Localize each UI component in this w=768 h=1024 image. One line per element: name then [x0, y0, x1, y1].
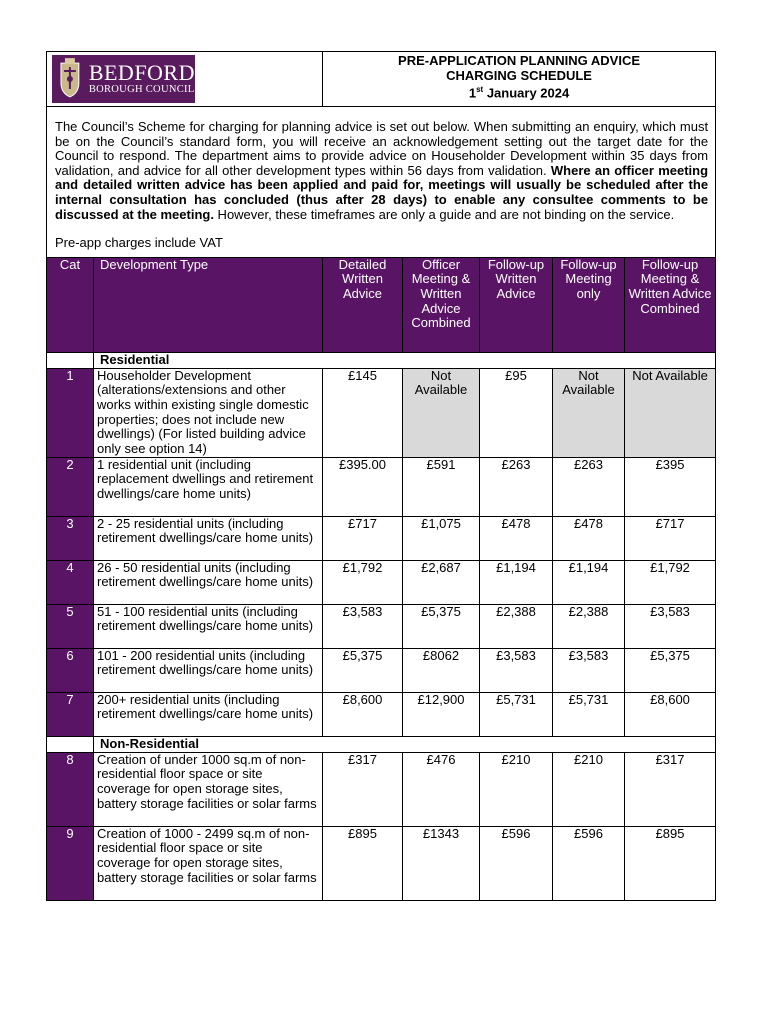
row-desc: Creation of 1000 - 2499 sq.m of non-residential floor space or site coverage for open storage sites, battery storage facilities or solar farms — [94, 826, 323, 900]
row-cat: 6 — [47, 648, 94, 692]
intro-cell — [47, 107, 716, 258]
table-row — [47, 826, 716, 900]
row-c2: £591 — [403, 457, 480, 516]
row-c5: Not Available — [625, 368, 716, 457]
row-c4: £263 — [553, 457, 625, 516]
row-c3: £1,194 — [480, 560, 553, 604]
row-c5: £717 — [625, 516, 716, 560]
table-row — [47, 560, 716, 604]
bedford-logo — [52, 55, 195, 103]
row-c4: £478 — [553, 516, 625, 560]
row-c4: £596 — [553, 826, 625, 900]
row-c2: £2,687 — [403, 560, 480, 604]
row-c5: £3,583 — [625, 604, 716, 648]
section-label-non-residential: Non-Residential — [94, 736, 716, 752]
row-desc: Householder Development (alterations/extensions and other works within existing single domestic properties; does not include new dwellings) (For listed building advice only see option 14) — [94, 368, 323, 457]
row-c5: £895 — [625, 826, 716, 900]
document — [46, 51, 715, 901]
row-c2: £8062 — [403, 648, 480, 692]
col-header-followup-combined: Follow-up Meeting & Written Advice Combined — [625, 257, 716, 352]
row-cat: 5 — [47, 604, 94, 648]
table-row — [47, 368, 716, 457]
row-desc: 26 - 50 residential units (including retirement dwellings/care home units) — [94, 560, 323, 604]
section-row-residential — [47, 352, 716, 368]
col-header-officer-meeting: Officer Meeting & Written Advice Combined — [403, 257, 480, 352]
row-c1: £145 — [323, 368, 403, 457]
col-header-followup-meeting: Follow-up Meeting only — [553, 257, 625, 352]
row-cat: 8 — [47, 752, 94, 826]
row-c1: £1,792 — [323, 560, 403, 604]
section-label-residential: Residential — [94, 352, 716, 368]
row-c4: £1,194 — [553, 560, 625, 604]
row-desc: 200+ residential units (including retirement dwellings/care home units) — [94, 692, 323, 736]
table-row — [47, 604, 716, 648]
row-c2: £5,375 — [403, 604, 480, 648]
row-c2: £12,900 — [403, 692, 480, 736]
row-c3: £2,388 — [480, 604, 553, 648]
row-c3: £263 — [480, 457, 553, 516]
section-row-non-residential — [47, 736, 716, 752]
row-c2: Not Available — [403, 368, 480, 457]
row-cat: 9 — [47, 826, 94, 900]
row-c1: £395.00 — [323, 457, 403, 516]
title-line2: CHARGING SCHEDULE — [446, 67, 592, 83]
row-c4: £210 — [553, 752, 625, 826]
table-row — [47, 516, 716, 560]
row-c2: £1343 — [403, 826, 480, 900]
document-title — [323, 52, 716, 107]
row-c5: £395 — [625, 457, 716, 516]
vat-note: Pre-app charges include VAT — [55, 235, 223, 251]
row-c5: £317 — [625, 752, 716, 826]
table-row — [47, 457, 716, 516]
row-desc: 1 residential unit (including replacement dwellings and retirement dwellings/care home units) — [94, 457, 323, 516]
column-header-row — [47, 257, 716, 352]
table-row — [47, 648, 716, 692]
row-c4: £5,731 — [553, 692, 625, 736]
row-c1: £717 — [323, 516, 403, 560]
row-c1: £895 — [323, 826, 403, 900]
logo-cell — [47, 52, 323, 107]
logo-line2: BOROUGH COUNCIL — [88, 84, 195, 95]
col-header-type: Development Type — [94, 257, 323, 352]
row-c5: £1,792 — [625, 560, 716, 604]
title-line1: PRE-APPLICATION PLANNING ADVICE — [398, 53, 641, 68]
col-header-detailed: Detailed Written Advice — [323, 257, 403, 352]
title-date: 1st January 2024 — [468, 85, 570, 101]
row-c5: £5,375 — [625, 648, 716, 692]
col-header-cat: Cat — [47, 257, 94, 352]
intro-paragraph: The Council’s Scheme for charging for planning advice is set out below. When submitting an enquiry, which must be on the Council’s standard form, you will receive an acknowledgement setting out the target date for the Council to respond. The department aims to provide advice on Householder Development within 35 days from validation, and advice for all other development types within 56 days from validation. Where an officer meeting and detailed written advice has been applied and paid for, meetings will usually be scheduled after the internal consultation has concluded (thus after 28 days) to enable any consultee comments to be discussed at the meeting. However, these timeframes are only a guide and are not binding on the service. — [55, 119, 709, 222]
header-row — [47, 52, 716, 107]
row-c3: £5,731 — [480, 692, 553, 736]
row-desc: Creation of under 1000 sq.m of non-residential floor space or site coverage for open storage sites, battery storage facilities or solar farms — [94, 752, 323, 826]
row-cat: 4 — [47, 560, 94, 604]
table-row — [47, 692, 716, 736]
row-c4: £2,388 — [553, 604, 625, 648]
row-cat: 2 — [47, 457, 94, 516]
row-c3: £596 — [480, 826, 553, 900]
row-desc: 101 - 200 residential units (including retirement dwellings/care home units) — [94, 648, 323, 692]
row-c1: £5,375 — [323, 648, 403, 692]
row-c1: £3,583 — [323, 604, 403, 648]
row-desc: 51 - 100 residential units (including retirement dwellings/care home units) — [94, 604, 323, 648]
row-c4: Not Available — [553, 368, 625, 457]
crest-icon — [55, 57, 85, 101]
row-c3: £210 — [480, 752, 553, 826]
row-c4: £3,583 — [553, 648, 625, 692]
row-c5: £8,600 — [625, 692, 716, 736]
row-c1: £8,600 — [323, 692, 403, 736]
row-desc: 2 - 25 residential units (including retirement dwellings/care home units) — [94, 516, 323, 560]
row-c3: £478 — [480, 516, 553, 560]
row-c3: £95 — [480, 368, 553, 457]
intro-row — [47, 107, 716, 258]
col-header-followup-written: Follow-up Written Advice — [480, 257, 553, 352]
row-c3: £3,583 — [480, 648, 553, 692]
charging-table — [46, 51, 716, 901]
table-row — [47, 752, 716, 826]
row-cat: 3 — [47, 516, 94, 560]
row-cat: 1 — [47, 368, 94, 457]
row-c1: £317 — [323, 752, 403, 826]
logo-line1: BEDFORD — [88, 60, 195, 85]
row-c2: £476 — [403, 752, 480, 826]
row-c2: £1,075 — [403, 516, 480, 560]
row-cat: 7 — [47, 692, 94, 736]
